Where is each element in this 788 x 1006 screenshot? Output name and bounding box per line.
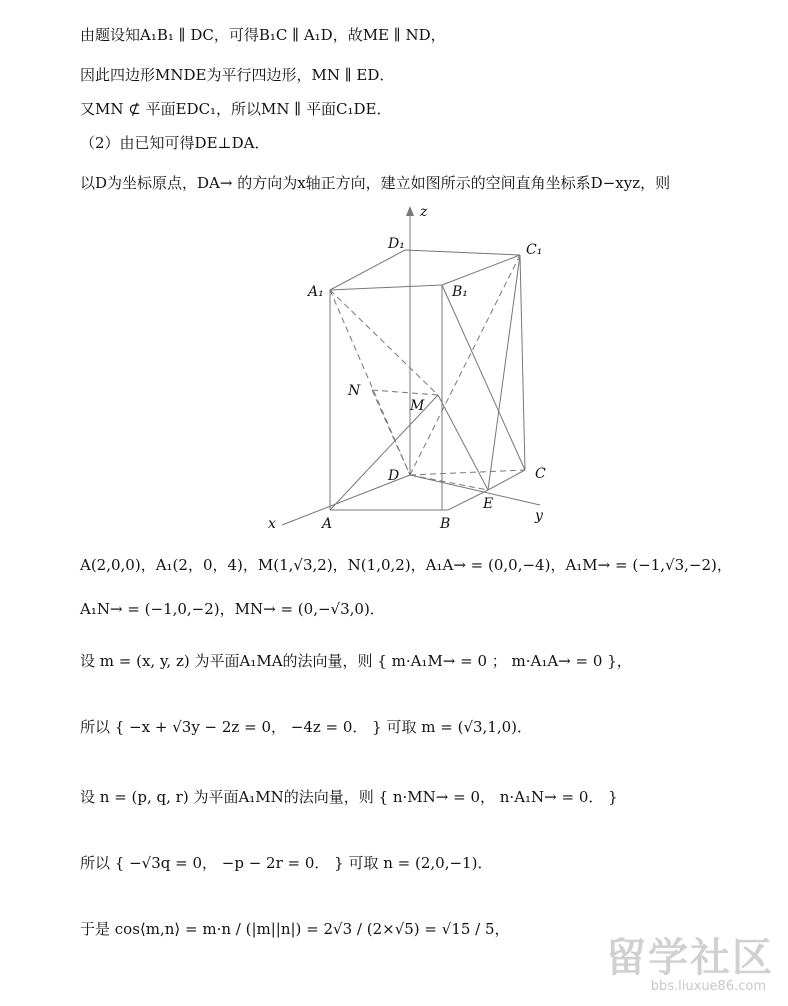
text-line-3: 又MN ⊄ 平面EDC₁，所以MN ∥ 平面C₁DE． xyxy=(80,100,392,118)
text-line-9: 所以 { −x + √3y − 2z = 0， −4z = 0． } 可取 m = (√3,1,0)． xyxy=(80,718,533,736)
label-N: N xyxy=(348,383,361,399)
label-C1: C₁ xyxy=(526,242,543,258)
label-A: A xyxy=(322,516,333,530)
text-line-6: A(2,0,0)，A₁(2，0，4)，M(1,√3,2)，N(1,0,2)，A₁A→ = (0,0,−4)，A₁M→ = (−1,√3,−2)， xyxy=(80,556,732,574)
text-line-4: （2）由已知可得DE⊥DA． xyxy=(80,134,270,152)
text-line-2: 因此四边形MNDE为平行四边形，MN ∥ ED． xyxy=(80,66,395,84)
text-line-7: A₁N→ = (−1,0,−2)，MN→ = (0,−√3,0)． xyxy=(80,600,385,618)
label-z: z xyxy=(420,204,428,220)
watermark xyxy=(594,926,774,996)
text-line-8: 设 m = (x, y, z) 为平面A₁MA的法向量，则 { m·A₁M→ = 0 ； m·A₁A→ = 0 }， xyxy=(80,652,632,670)
text-line-10: 设 n = (p, q, r) 为平面A₁MN的法向量，则 { n·MN→ = 0， n·A₁N→ = 0． } xyxy=(80,788,618,806)
label-C: C xyxy=(535,466,546,482)
label-x: x xyxy=(268,516,276,530)
watermark-url: bbs.liuxue86.com xyxy=(650,979,766,994)
label-D: D xyxy=(388,468,400,484)
label-M: M xyxy=(410,398,425,414)
label-E: E xyxy=(483,496,494,512)
label-B1: B₁ xyxy=(452,284,468,300)
cube-figure xyxy=(260,200,560,530)
label-y: y xyxy=(535,508,543,524)
text-line-1: 由题设知A₁B₁ ∥ DC，可得B₁C ∥ A₁D，故ME ∥ ND， xyxy=(80,26,446,44)
text-line-12: 于是 cos⟨m,n⟩ = m·n / (|m||n|) = 2√3 / (2×√5) = √15 / 5， xyxy=(80,920,510,938)
text-line-5: 以D为坐标原点，DA→ 的方向为x轴正方向，建立如图所示的空间直角坐标系D−xyz，则 xyxy=(80,174,671,192)
label-A1: A₁ xyxy=(308,284,324,300)
label-D1: D₁ xyxy=(388,236,405,252)
text-line-11: 所以 { −√3q = 0， −p − 2r = 0． } 可取 n = (2,0,−1)． xyxy=(80,854,493,872)
watermark-logo-text: 留学社区 xyxy=(606,935,774,981)
label-B: B xyxy=(440,516,451,530)
